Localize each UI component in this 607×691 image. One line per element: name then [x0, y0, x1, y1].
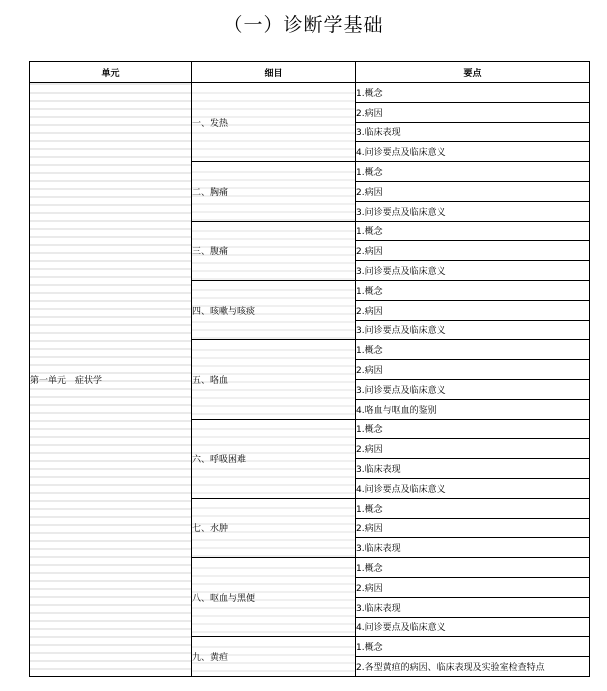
point-text: 2.病因 [356, 445, 383, 456]
point-cell [356, 320, 590, 340]
item-cell: 七、水肿 [192, 498, 356, 557]
point-cell [356, 360, 590, 380]
point-text: 4.问诊要点及临床意义 [356, 484, 446, 495]
point-cell [356, 498, 590, 518]
point-text: 2.病因 [356, 583, 383, 594]
point-text: 1.概念 [356, 88, 383, 99]
item-cell: 三、腹痛 [192, 221, 356, 280]
point-text: 3.问诊要点及临床意义 [356, 267, 446, 278]
point-text: 4.咯血与呕血的鉴别 [356, 405, 437, 416]
item-cell: 六、呼吸困难 [192, 419, 356, 498]
item-cell: 二、胸痛 [192, 162, 356, 221]
point-cell [356, 340, 590, 360]
point-cell [356, 122, 590, 142]
point-cell [356, 518, 590, 538]
point-text: 2.病因 [356, 108, 383, 119]
point-cell [356, 597, 590, 617]
point-text: 1.概念 [356, 564, 383, 575]
point-text: 4.问诊要点及临床意义 [356, 623, 446, 634]
table-body [30, 83, 590, 677]
point-cell [356, 617, 590, 637]
point-text: 1.概念 [356, 504, 383, 515]
point-text: 1.概念 [356, 643, 383, 654]
point-text: 3.问诊要点及临床意义 [356, 326, 446, 337]
item-cell: 四、咳嗽与咳痰 [192, 280, 356, 339]
point-text: 1.概念 [356, 227, 383, 238]
syllabus-table [29, 61, 590, 677]
point-text: 1.概念 [356, 168, 383, 179]
point-cell [356, 102, 590, 122]
item-cell: 一、发热 [192, 83, 356, 162]
point-text: 2.各型黄疸的病因、临床表现及实验室检查特点 [356, 663, 545, 673]
header-item: 细目 [192, 62, 356, 83]
header-unit: 单元 [30, 62, 192, 83]
header-row [30, 62, 590, 83]
point-cell [356, 221, 590, 241]
point-text: 2.病因 [356, 524, 383, 535]
table-row [30, 83, 590, 103]
point-cell [356, 280, 590, 300]
point-cell [356, 657, 590, 677]
point-text: 2.病因 [356, 247, 383, 258]
point-cell [356, 558, 590, 578]
header-points: 要点 [356, 62, 590, 83]
point-cell [356, 399, 590, 419]
point-text: 1.概念 [356, 286, 383, 297]
point-cell [356, 181, 590, 201]
point-cell [356, 577, 590, 597]
point-cell [356, 379, 590, 399]
point-cell [356, 142, 590, 162]
point-cell [356, 261, 590, 281]
page-title: （一）诊断学基础 [223, 14, 384, 36]
point-cell [356, 439, 590, 459]
item-cell: 九、黄疸 [192, 637, 356, 677]
point-text: 3.问诊要点及临床意义 [356, 207, 446, 218]
item-cell: 八、呕血与黑便 [192, 558, 356, 637]
point-text: 3.临床表现 [356, 465, 401, 476]
point-text: 3.问诊要点及临床意义 [356, 385, 446, 396]
point-cell [356, 201, 590, 221]
point-text: 4.问诊要点及临床意义 [356, 148, 446, 159]
item-cell: 五、咯血 [192, 340, 356, 419]
point-cell [356, 241, 590, 261]
point-cell [356, 459, 590, 479]
point-cell [356, 83, 590, 103]
point-cell [356, 162, 590, 182]
point-cell [356, 419, 590, 439]
point-cell [356, 538, 590, 558]
point-text: 3.临床表现 [356, 603, 401, 614]
point-text: 2.病因 [356, 366, 383, 377]
point-text: 1.概念 [356, 346, 383, 357]
point-cell [356, 637, 590, 657]
point-text: 3.临床表现 [356, 128, 401, 139]
unit-cell: 第一单元 症状学 [30, 83, 192, 677]
point-text: 3.临床表现 [356, 544, 401, 555]
point-text: 1.概念 [356, 425, 383, 436]
point-text: 2.病因 [356, 187, 383, 198]
point-cell [356, 478, 590, 498]
point-cell [356, 300, 590, 320]
point-text: 2.病因 [356, 306, 383, 317]
